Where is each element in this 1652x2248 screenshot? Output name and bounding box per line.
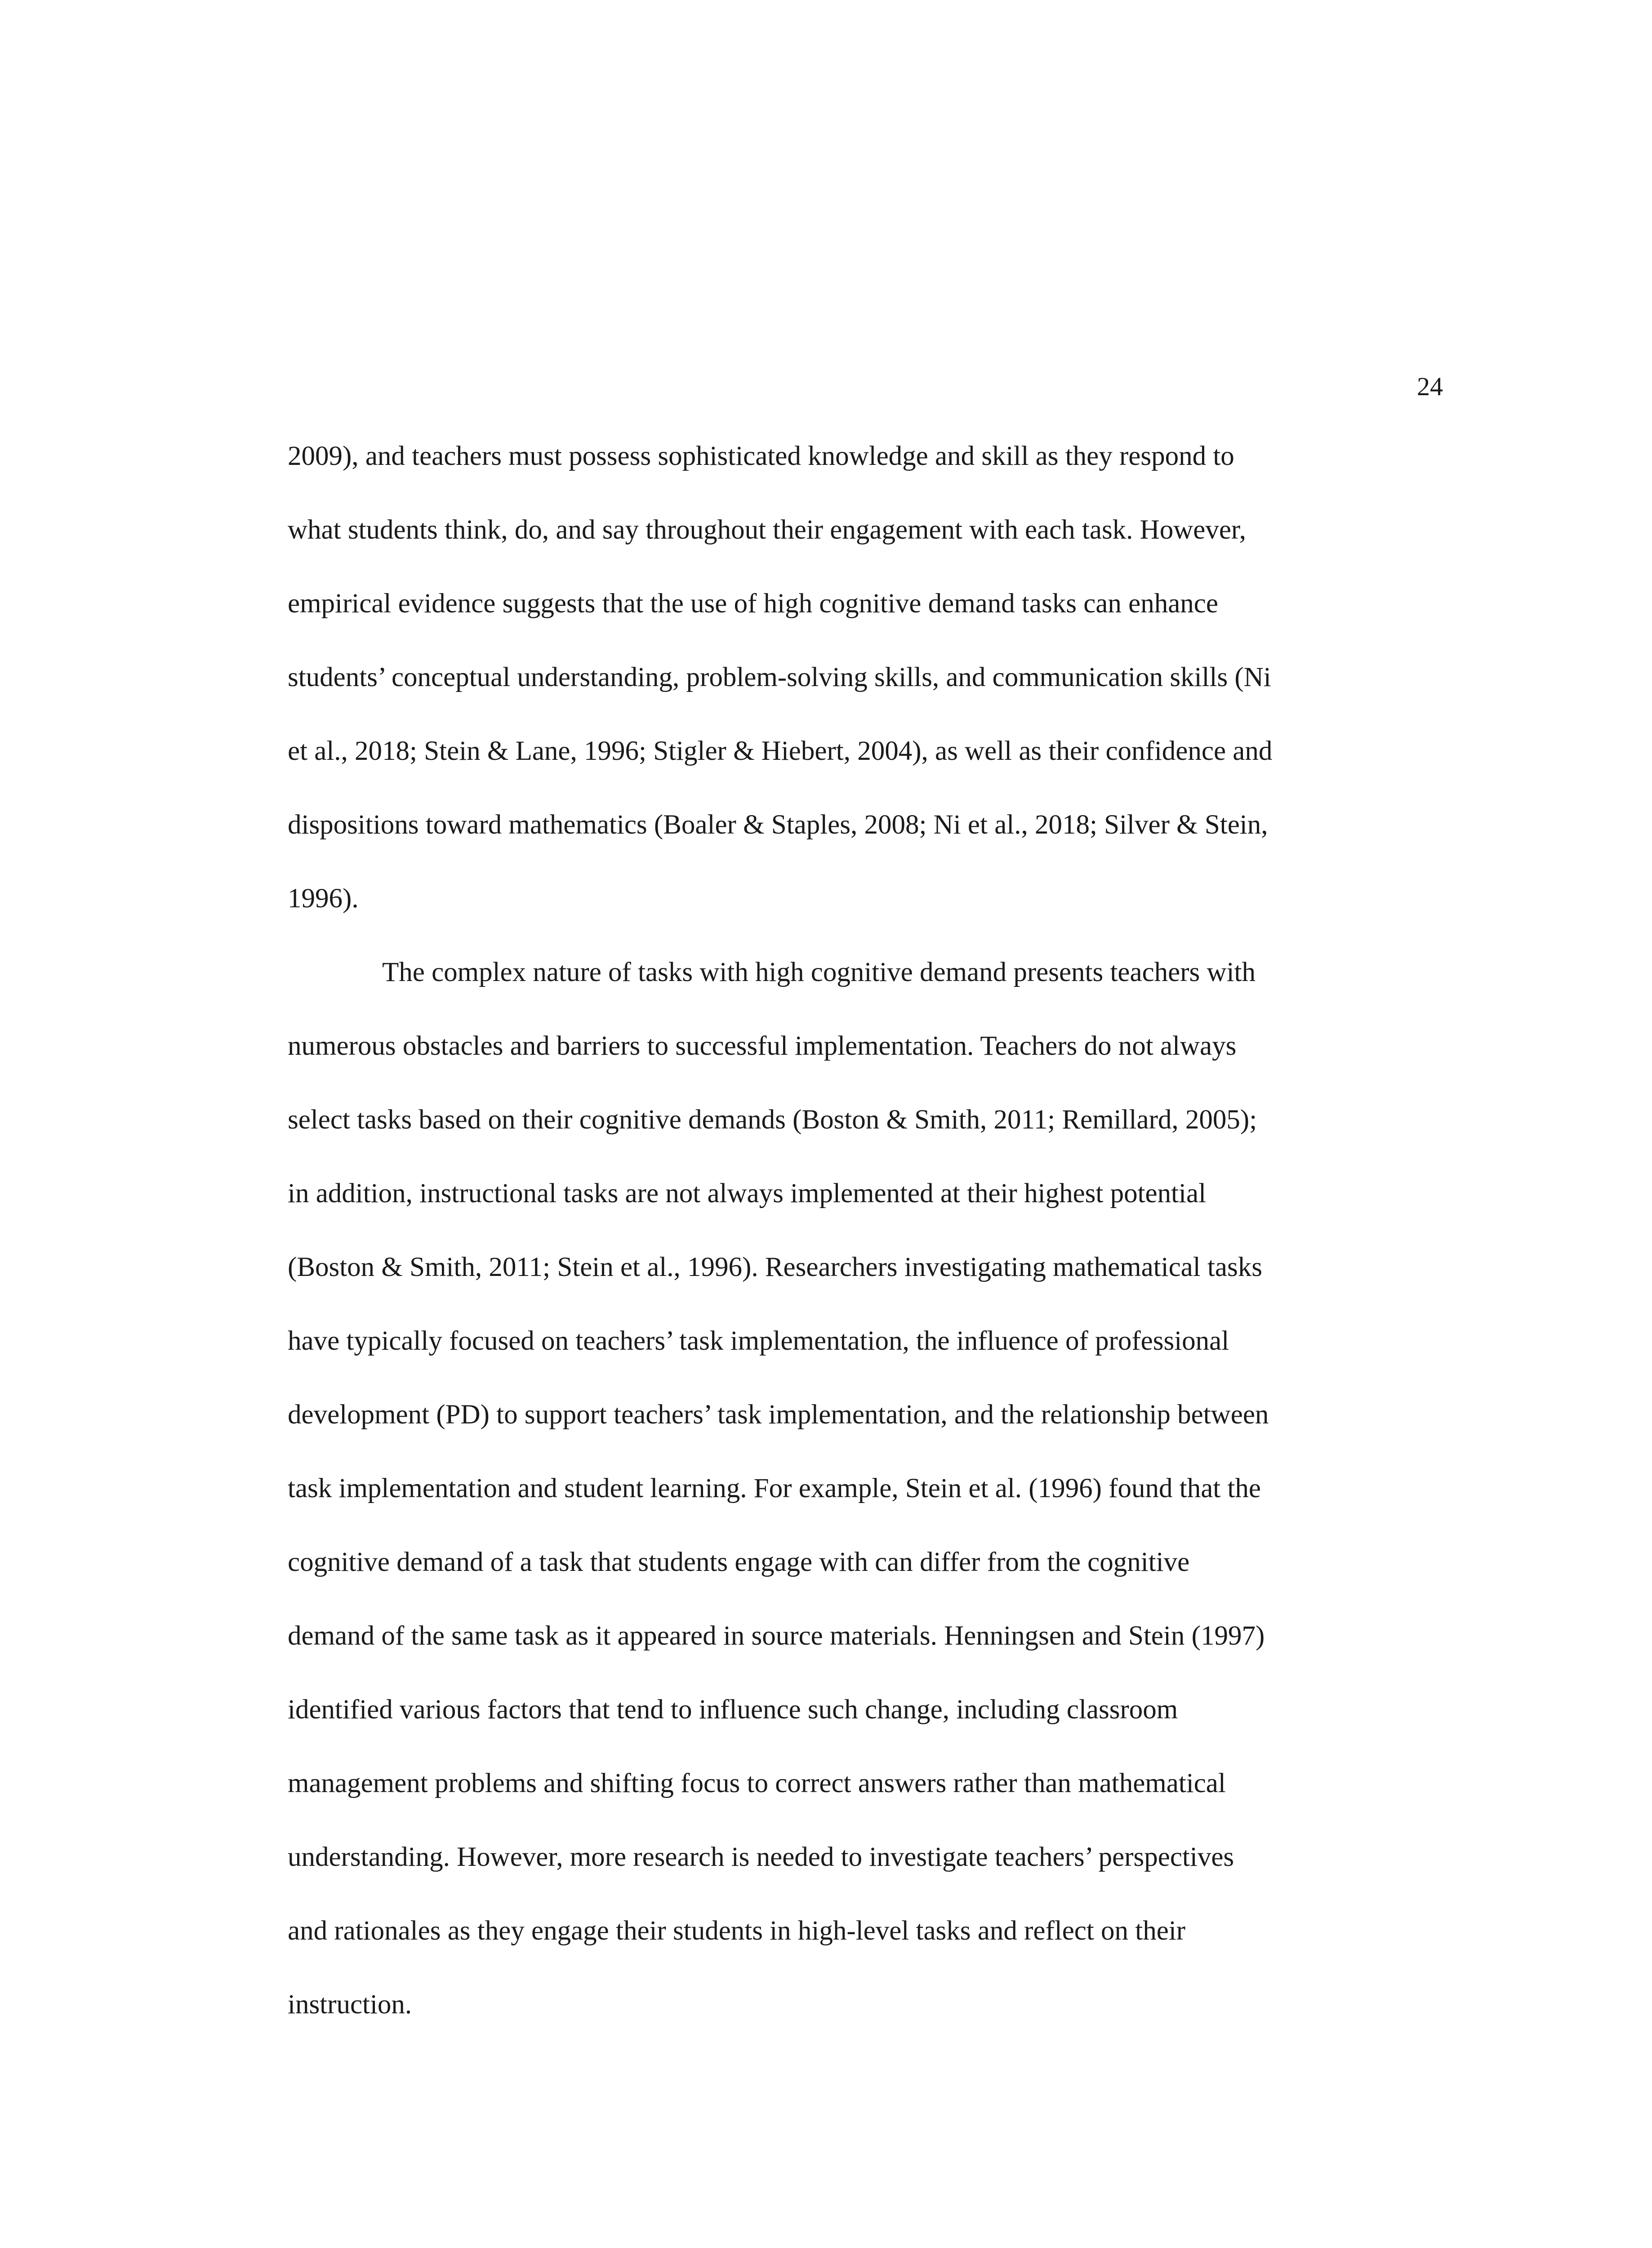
text-line: et al., 2018; Stein & Lane, 1996; Stigler & Hiebert, 2004), as well as their confidence and — [288, 736, 1273, 766]
text-line: students’ conceptual understanding, problem-solving skills, and communication skills (Ni — [288, 662, 1271, 692]
text-line: identified various factors that tend to influence such change, including classroom — [288, 1695, 1178, 1725]
text-line: development (PD) to support teachers’ task implementation, and the relationship between — [288, 1400, 1269, 1430]
text-line: understanding. However, more research is needed to investigate teachers’ perspectives — [288, 1842, 1234, 1872]
text-line: 2009), and teachers must possess sophisticated knowledge and skill as they respond to — [288, 441, 1234, 471]
text-line: 1996). — [288, 883, 359, 914]
text-line: have typically focused on teachers’ task implementation, the influence of professional — [288, 1326, 1229, 1356]
paragraph-2 — [288, 950, 1465, 2056]
text-line: dispositions toward mathematics (Boaler & Staples, 2008; Ni et al., 2018; Silver & Stein, — [288, 810, 1268, 840]
body-text — [288, 434, 1465, 2056]
paragraph-1 — [288, 434, 1465, 950]
text-line: select tasks based on their cognitive demands (Boston & Smith, 2011; Remillard, 2005); — [288, 1105, 1257, 1135]
text-line: and rationales as they engage their students in high-level tasks and reflect on their — [288, 1916, 1186, 1946]
text-line: management problems and shifting focus to correct answers rather than mathematical — [288, 1768, 1226, 1798]
text-line: task implementation and student learning. For example, Stein et al. (1996) found that the — [288, 1473, 1261, 1503]
text-line: cognitive demand of a task that students engage with can differ from the cognitive — [288, 1547, 1190, 1577]
text-line: empirical evidence suggests that the use of high cognitive demand tasks can enhance — [288, 589, 1218, 619]
text-line: The complex nature of tasks with high cognitive demand presents teachers with — [382, 957, 1256, 987]
text-line: in addition, instructional tasks are not always implemented at their highest potential — [288, 1178, 1207, 1209]
text-line: demand of the same task as it appeared in source materials. Henningsen and Stein (1997) — [288, 1621, 1265, 1651]
text-line: what students think, do, and say throughout their engagement with each task. However, — [288, 515, 1247, 545]
page-number: 24 — [1417, 372, 1443, 401]
text-line: instruction. — [288, 1989, 412, 2020]
text-line: numerous obstacles and barriers to successful implementation. Teachers do not always — [288, 1031, 1237, 1061]
text-line: (Boston & Smith, 2011; Stein et al., 1996). Researchers investigating mathematical tasks — [288, 1252, 1262, 1282]
